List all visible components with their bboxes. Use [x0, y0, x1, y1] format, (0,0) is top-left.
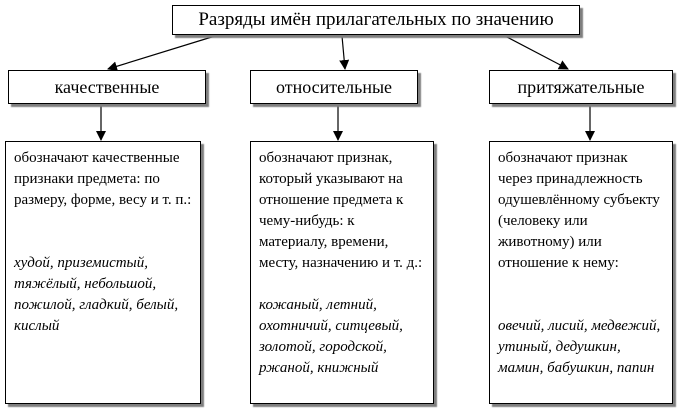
- possessive-examples: овечий, лисий, медвежий, утиный, дедушкин, мамин, бабушкин, папин: [498, 318, 661, 376]
- qualitative-description-box: [5, 141, 201, 404]
- qualitative-examples: худой, приземистый, тяжёлый, небольшой, пожилой, гладкий, белый, кислый: [14, 255, 179, 334]
- category-possessive: притяжательные: [489, 70, 673, 104]
- relative-examples: кожаный, летний, охотничий, ситцевый, золотой, городской, ржаной, книжный: [259, 297, 403, 376]
- arrow-title-to-possessive: [505, 36, 568, 69]
- category-relative: относительные: [250, 70, 418, 104]
- arrow-title-to-qualitative: [108, 36, 215, 69]
- possessive-description: обозначают признак через принадлежность одушевлённому субъекту (человеку или животному) или отношение к нему:: [498, 150, 660, 271]
- relative-description: обозначают признак, который указывают на отношение предмета к чему-нибудь: к материалу, времени, месту, назначению и т. д.:: [259, 150, 423, 271]
- qualitative-description: обозначают качественные признаки предмета: по размеру, форме, весу и т. п.:: [14, 150, 192, 208]
- diagram-title: Разряды имён прилагательных по значению: [172, 5, 580, 35]
- category-qualitative: качественные: [8, 70, 206, 104]
- arrow-title-to-relative: [342, 36, 345, 69]
- possessive-description-box: [489, 141, 673, 404]
- relative-description-box: [250, 141, 434, 404]
